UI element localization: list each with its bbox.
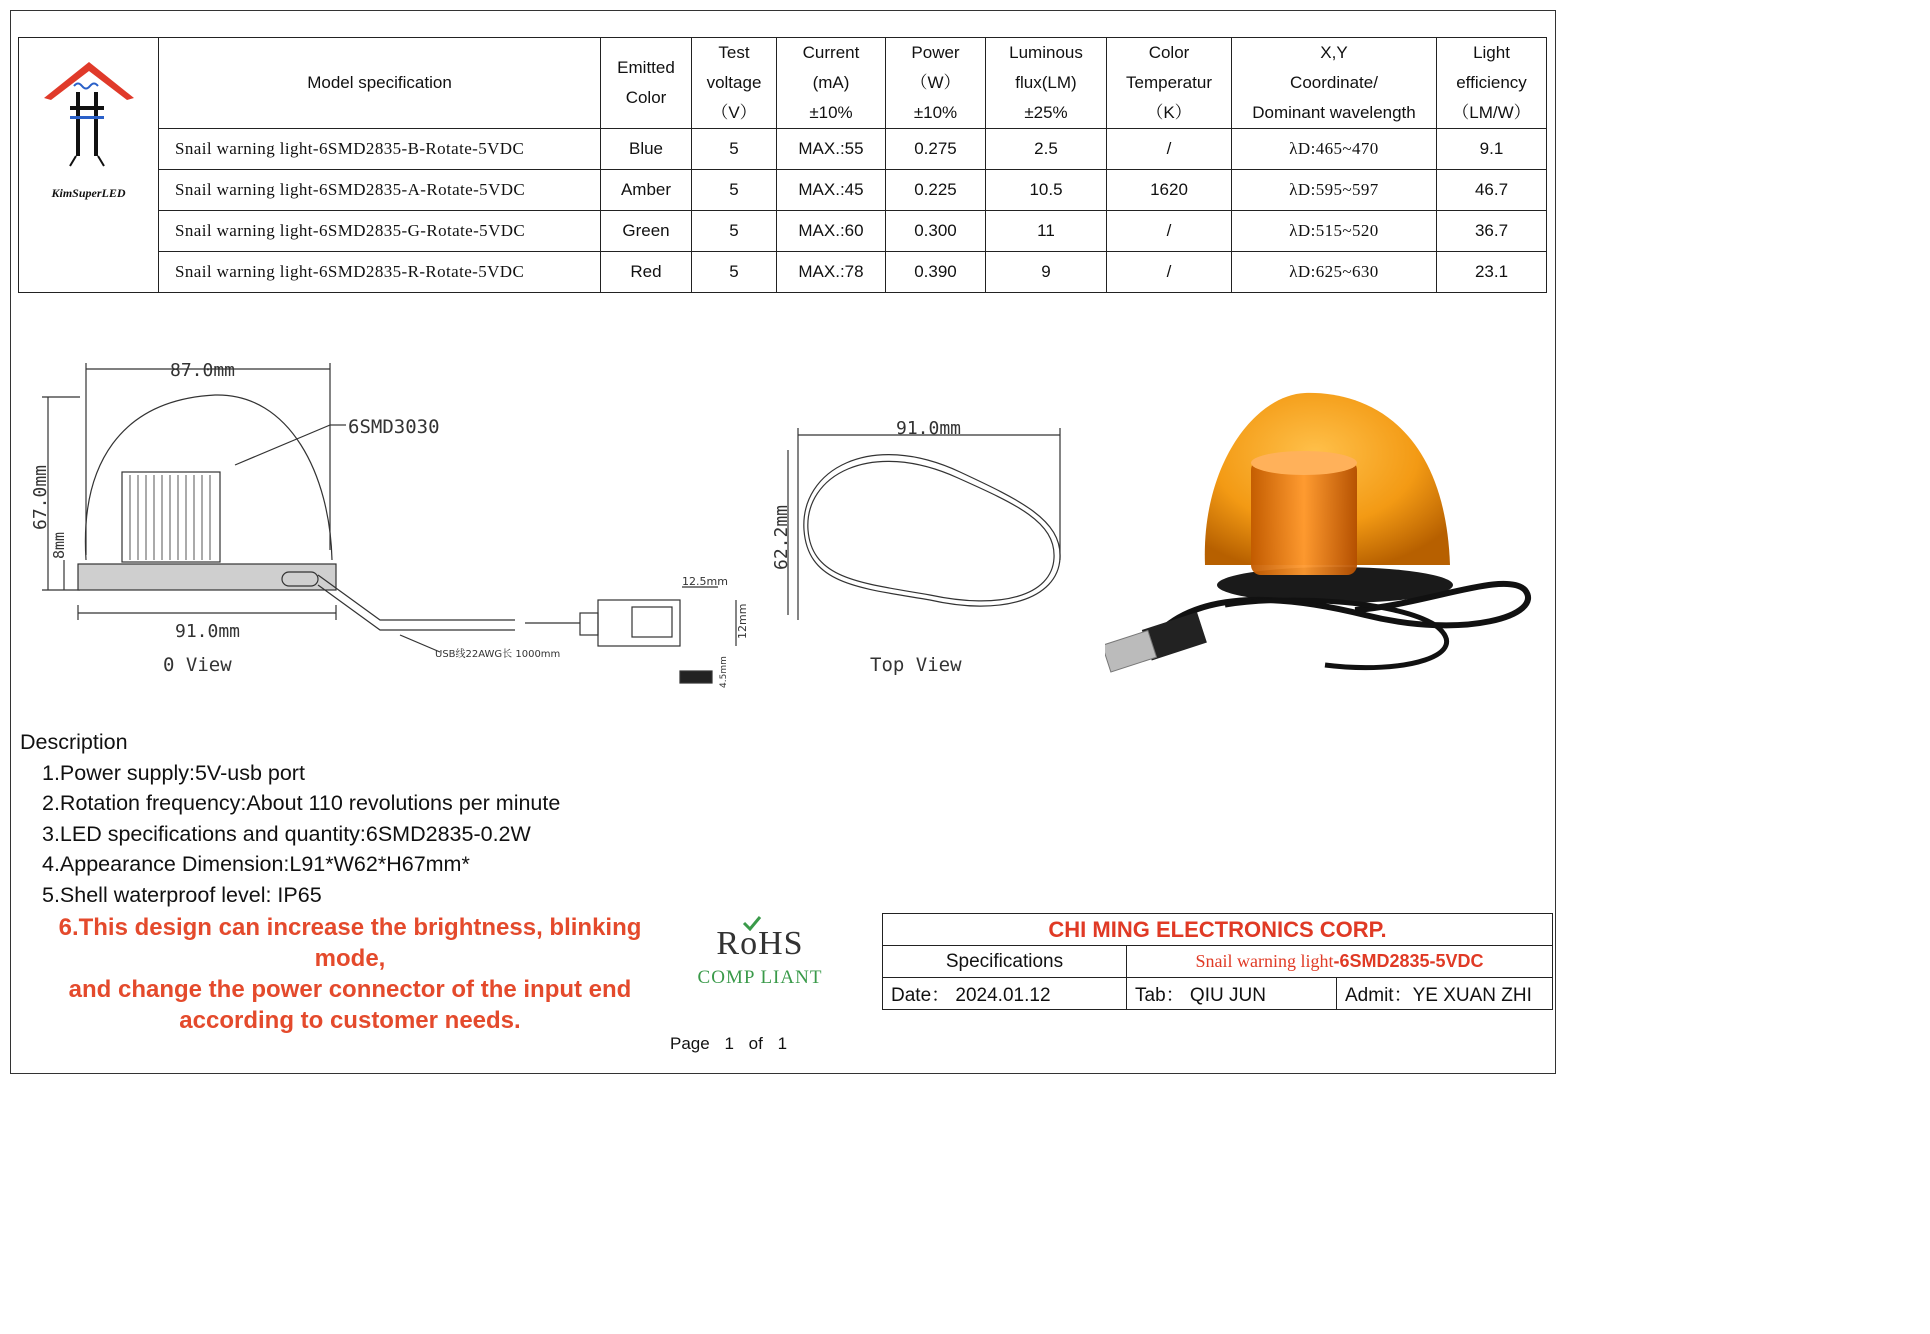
cell-flux: 9 [986, 252, 1107, 293]
header-xy: X,Y Coordinate/ Dominant wavelength [1232, 38, 1437, 129]
header-model: Model specification [159, 38, 601, 129]
usb-width-label: 12.5mm [682, 575, 728, 588]
rohs-mark [690, 915, 830, 989]
cell-model: Snail warning light-6SMD2835-R-Rotate-5VDC [159, 252, 601, 293]
cell-model: Snail warning light-6SMD2835-B-Rotate-5VDC [159, 129, 601, 170]
cell-efficiency: 23.1 [1437, 252, 1547, 293]
table-row [19, 252, 1547, 293]
cell-color: Green [601, 211, 692, 252]
cell-voltage: 5 [692, 170, 777, 211]
product-photo [1105, 365, 1547, 695]
cell-wavelength: λD:465~470 [1232, 129, 1437, 170]
front-width-top-label: 87.0mm [170, 360, 236, 381]
front-view-caption: 0 View [163, 654, 232, 676]
cell-current: MAX.:78 [777, 252, 886, 293]
rohs-compliant-text: COMP LIANT [697, 967, 823, 988]
front-width-bottom-label: 91.0mm [175, 621, 241, 642]
company-name: CHI MING ELECTRONICS CORP. [883, 914, 1553, 946]
cell-flux: 2.5 [986, 129, 1107, 170]
cell-current: MAX.:60 [777, 211, 886, 252]
cell-voltage: 5 [692, 252, 777, 293]
logo-cell [19, 38, 159, 293]
table-row [19, 170, 1547, 211]
top-depth-label: 62.2mm [771, 504, 792, 570]
spec-table [18, 37, 1547, 293]
cell-power: 0.275 [886, 129, 986, 170]
page-number: Page 1 of 1 [670, 1034, 788, 1053]
title-block [882, 913, 1553, 1010]
cell-power: 0.390 [886, 252, 986, 293]
cell-power: 0.300 [886, 211, 986, 252]
header-power: Power （W） ±10% [886, 38, 986, 129]
header-flux: Luminous flux(LM) ±25% [986, 38, 1107, 129]
cell-model: Snail warning light-6SMD2835-A-Rotate-5VDC [159, 170, 601, 211]
header-current: Current (mA) ±10% [777, 38, 886, 129]
tab-field: Tab： QIU JUN [1127, 978, 1337, 1010]
cell-temp: 1620 [1107, 170, 1232, 211]
top-view-caption: Top View [870, 654, 962, 676]
cell-color: Red [601, 252, 692, 293]
description-item: 2.Rotation frequency:About 110 revolutions per minute [42, 791, 561, 815]
cell-voltage: 5 [692, 129, 777, 170]
table-header-row [19, 38, 1547, 129]
logo-text: KimSuperLED [51, 186, 126, 200]
specifications-label: Specifications [883, 946, 1127, 978]
description-item: 1.Power supply:5V-usb port [42, 760, 305, 785]
header-temp: Color Temperatur （K） [1107, 38, 1232, 129]
front-chip-label: 6SMD3030 [348, 416, 440, 438]
header-voltage: Test voltage （V） [692, 38, 777, 129]
cell-color: Amber [601, 170, 692, 211]
description-item: 5.Shell waterproof level: IP65 [42, 882, 322, 907]
date-field: Date： 2024.01.12 [883, 978, 1127, 1010]
usb-height-label: 12mm [736, 603, 749, 639]
cell-temp: / [1107, 129, 1232, 170]
description-section [20, 727, 560, 910]
description-title: Description [20, 730, 128, 754]
front-view-drawing [20, 355, 780, 695]
cell-wavelength: λD:595~597 [1232, 170, 1437, 211]
table-row [19, 129, 1547, 170]
cell-model: Snail warning light-6SMD2835-G-Rotate-5VDC [159, 211, 601, 252]
description-item: 4.Appearance Dimension:L91*W62*H67mm* [42, 852, 470, 876]
front-base-label: 8mm [50, 531, 68, 559]
top-view-drawing [760, 410, 1080, 690]
kimsuperled-logo [34, 48, 144, 198]
header-efficiency: Light efficiency （LM/W） [1437, 38, 1547, 129]
cell-efficiency: 36.7 [1437, 211, 1547, 252]
top-width-label: 91.0mm [896, 418, 962, 439]
table-row [19, 211, 1547, 252]
cell-efficiency: 9.1 [1437, 129, 1547, 170]
usb-thickness-label: 4.5mm [719, 656, 729, 688]
cell-power: 0.225 [886, 170, 986, 211]
cell-current: MAX.:55 [777, 129, 886, 170]
cell-current: MAX.:45 [777, 170, 886, 211]
description-item: 3.LED specifications and quantity:6SMD2835-0.2W [42, 821, 531, 846]
admit-field: Admit：YE XUAN ZHI [1337, 978, 1553, 1010]
front-cable-label: USB线22AWG长 1000mm [435, 649, 561, 660]
rohs-text: RoHS [716, 925, 804, 962]
front-height-label: 67.0mm [30, 464, 51, 530]
customization-note: 6.This design can increase the brightness, blinking mode, and change the power connector of the input end according to customer needs. [58, 914, 642, 1034]
header-color: Emitted Color [601, 38, 692, 129]
cell-flux: 11 [986, 211, 1107, 252]
cell-efficiency: 46.7 [1437, 170, 1547, 211]
cell-temp: / [1107, 252, 1232, 293]
cell-temp: / [1107, 211, 1232, 252]
cell-wavelength: λD:625~630 [1232, 252, 1437, 293]
spec-model: Snail warning light-6SMD2835-5VDC [1127, 946, 1553, 978]
cell-voltage: 5 [692, 211, 777, 252]
cell-flux: 10.5 [986, 170, 1107, 211]
cell-wavelength: λD:515~520 [1232, 211, 1437, 252]
cell-color: Blue [601, 129, 692, 170]
